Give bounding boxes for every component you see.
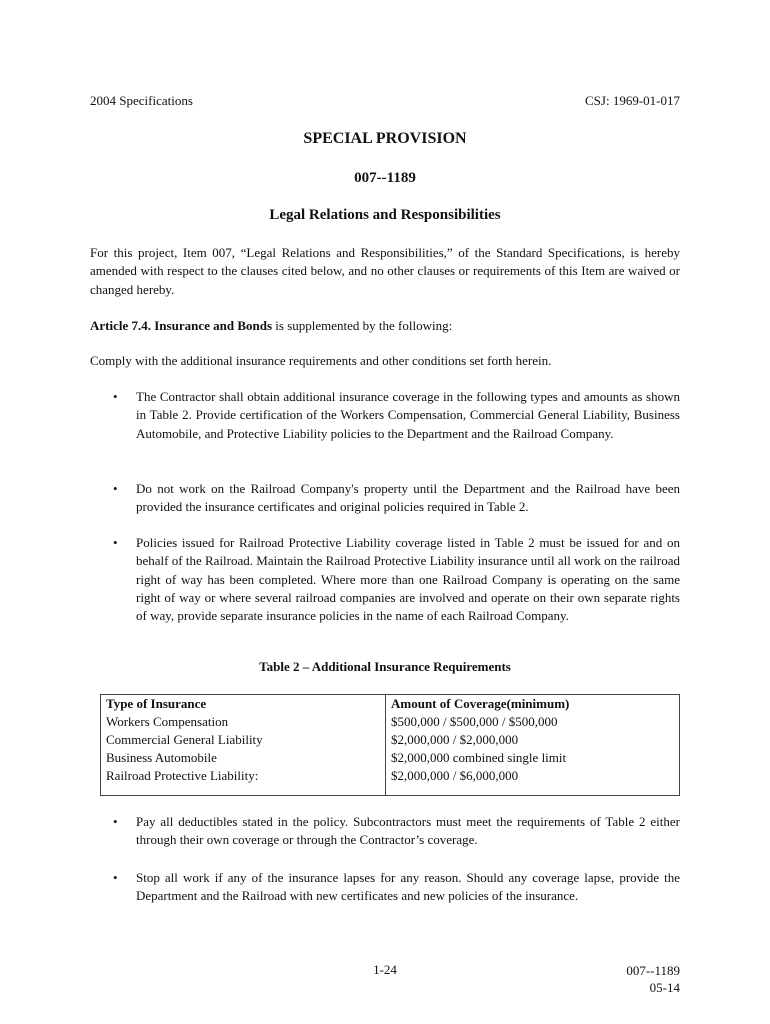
cell-amount: $2,000,000 / $2,000,000	[386, 731, 680, 749]
list-item	[113, 480, 680, 517]
list-item	[113, 869, 680, 906]
bullet-icon: •	[113, 481, 118, 496]
table-row	[101, 749, 680, 767]
list-item	[113, 534, 680, 625]
article-paragraph	[90, 317, 680, 335]
table-caption: Table 2 – Additional Insurance Requirements	[259, 659, 511, 674]
cell-type: Business Automobile	[101, 749, 386, 767]
cell-type: Commercial General Liability	[101, 731, 386, 749]
footer-provision-code: 007--1189	[626, 963, 680, 978]
cell-type: Workers Compensation	[101, 713, 386, 731]
insurance-table	[100, 694, 680, 796]
list-item-text: Stop all work if any of the insurance lapses for any reason. Should any coverage lapse, provide the Department and the Railroad with new certificates and new policies of the insurance.	[136, 870, 680, 904]
table-row	[101, 767, 680, 796]
bullet-icon: •	[113, 535, 118, 550]
table-row	[101, 731, 680, 749]
header-csj: CSJ: 1969-01-017	[585, 93, 680, 108]
title-subject: Legal Relations and Responsibilities	[269, 207, 501, 223]
table-header-row	[101, 695, 680, 714]
article-rest: is supplemented by the following:	[272, 318, 453, 333]
bullet-icon: •	[113, 870, 118, 885]
bullet-icon: •	[113, 814, 118, 829]
footer-date: 05-14	[649, 980, 680, 995]
cell-amount: $2,000,000 / $6,000,000	[386, 767, 680, 796]
column-header-type: Type of Insurance	[101, 695, 386, 714]
column-header-amount: Amount of Coverage(minimum)	[386, 695, 680, 714]
list-item	[113, 388, 680, 443]
list-item-text: Do not work on the Railroad Company's property until the Department and the Railroad have been provided the insurance certificates and original policies required in Table 2.	[136, 481, 680, 515]
bullet-icon: •	[113, 389, 118, 404]
comply-paragraph: Comply with the additional insurance requirements and other conditions set forth herein.	[90, 353, 552, 368]
list-item	[113, 813, 680, 850]
cell-amount: $500,000 / $500,000 / $500,000	[386, 713, 680, 731]
intro-paragraph: For this project, Item 007, “Legal Relations and Responsibilities,” of the Standard Specifications, is hereby amended with respect to the clauses cited below, and no other clauses or requirements of this Item are waived or changed hereby.	[90, 245, 680, 297]
list-item-text: Policies issued for Railroad Protective Liability coverage listed in Table 2 must be issued for and on behalf of the Railroad. Maintain the Railroad Protective Liability insurance until all work on the railroad right of way has been completed. Where more than one Railroad Company is operating on the same right of way or where several railroad companies are involved and operate on their own separate rights of way, provide separate insurance policies in the name of each Railroad Company.	[136, 535, 680, 624]
footer-code-block	[626, 962, 680, 996]
header-spec-year: 2004 Specifications	[90, 93, 193, 108]
article-heading: Article 7.4. Insurance and Bonds	[90, 318, 273, 333]
title-provision-number: 007--1189	[354, 170, 416, 186]
title-special-provision: SPECIAL PROVISION	[303, 130, 467, 147]
list-item-text: The Contractor shall obtain additional insurance coverage in the following types and amounts as shown in Table 2. Provide certification of the Workers Compensation, Commercial General Liability, Business Automobile, and Protective Liability policies to the Department and the Railroad Company.	[136, 389, 680, 441]
cell-type: Railroad Protective Liability:	[101, 767, 386, 796]
list-item-text: Pay all deductibles stated in the policy. Subcontractors must meet the requirements of Table 2 either through their own coverage or through the Contractor’s coverage.	[136, 814, 680, 848]
footer-page-number: 1-24	[373, 962, 397, 977]
cell-amount: $2,000,000 combined single limit	[386, 749, 680, 767]
table-row	[101, 713, 680, 731]
